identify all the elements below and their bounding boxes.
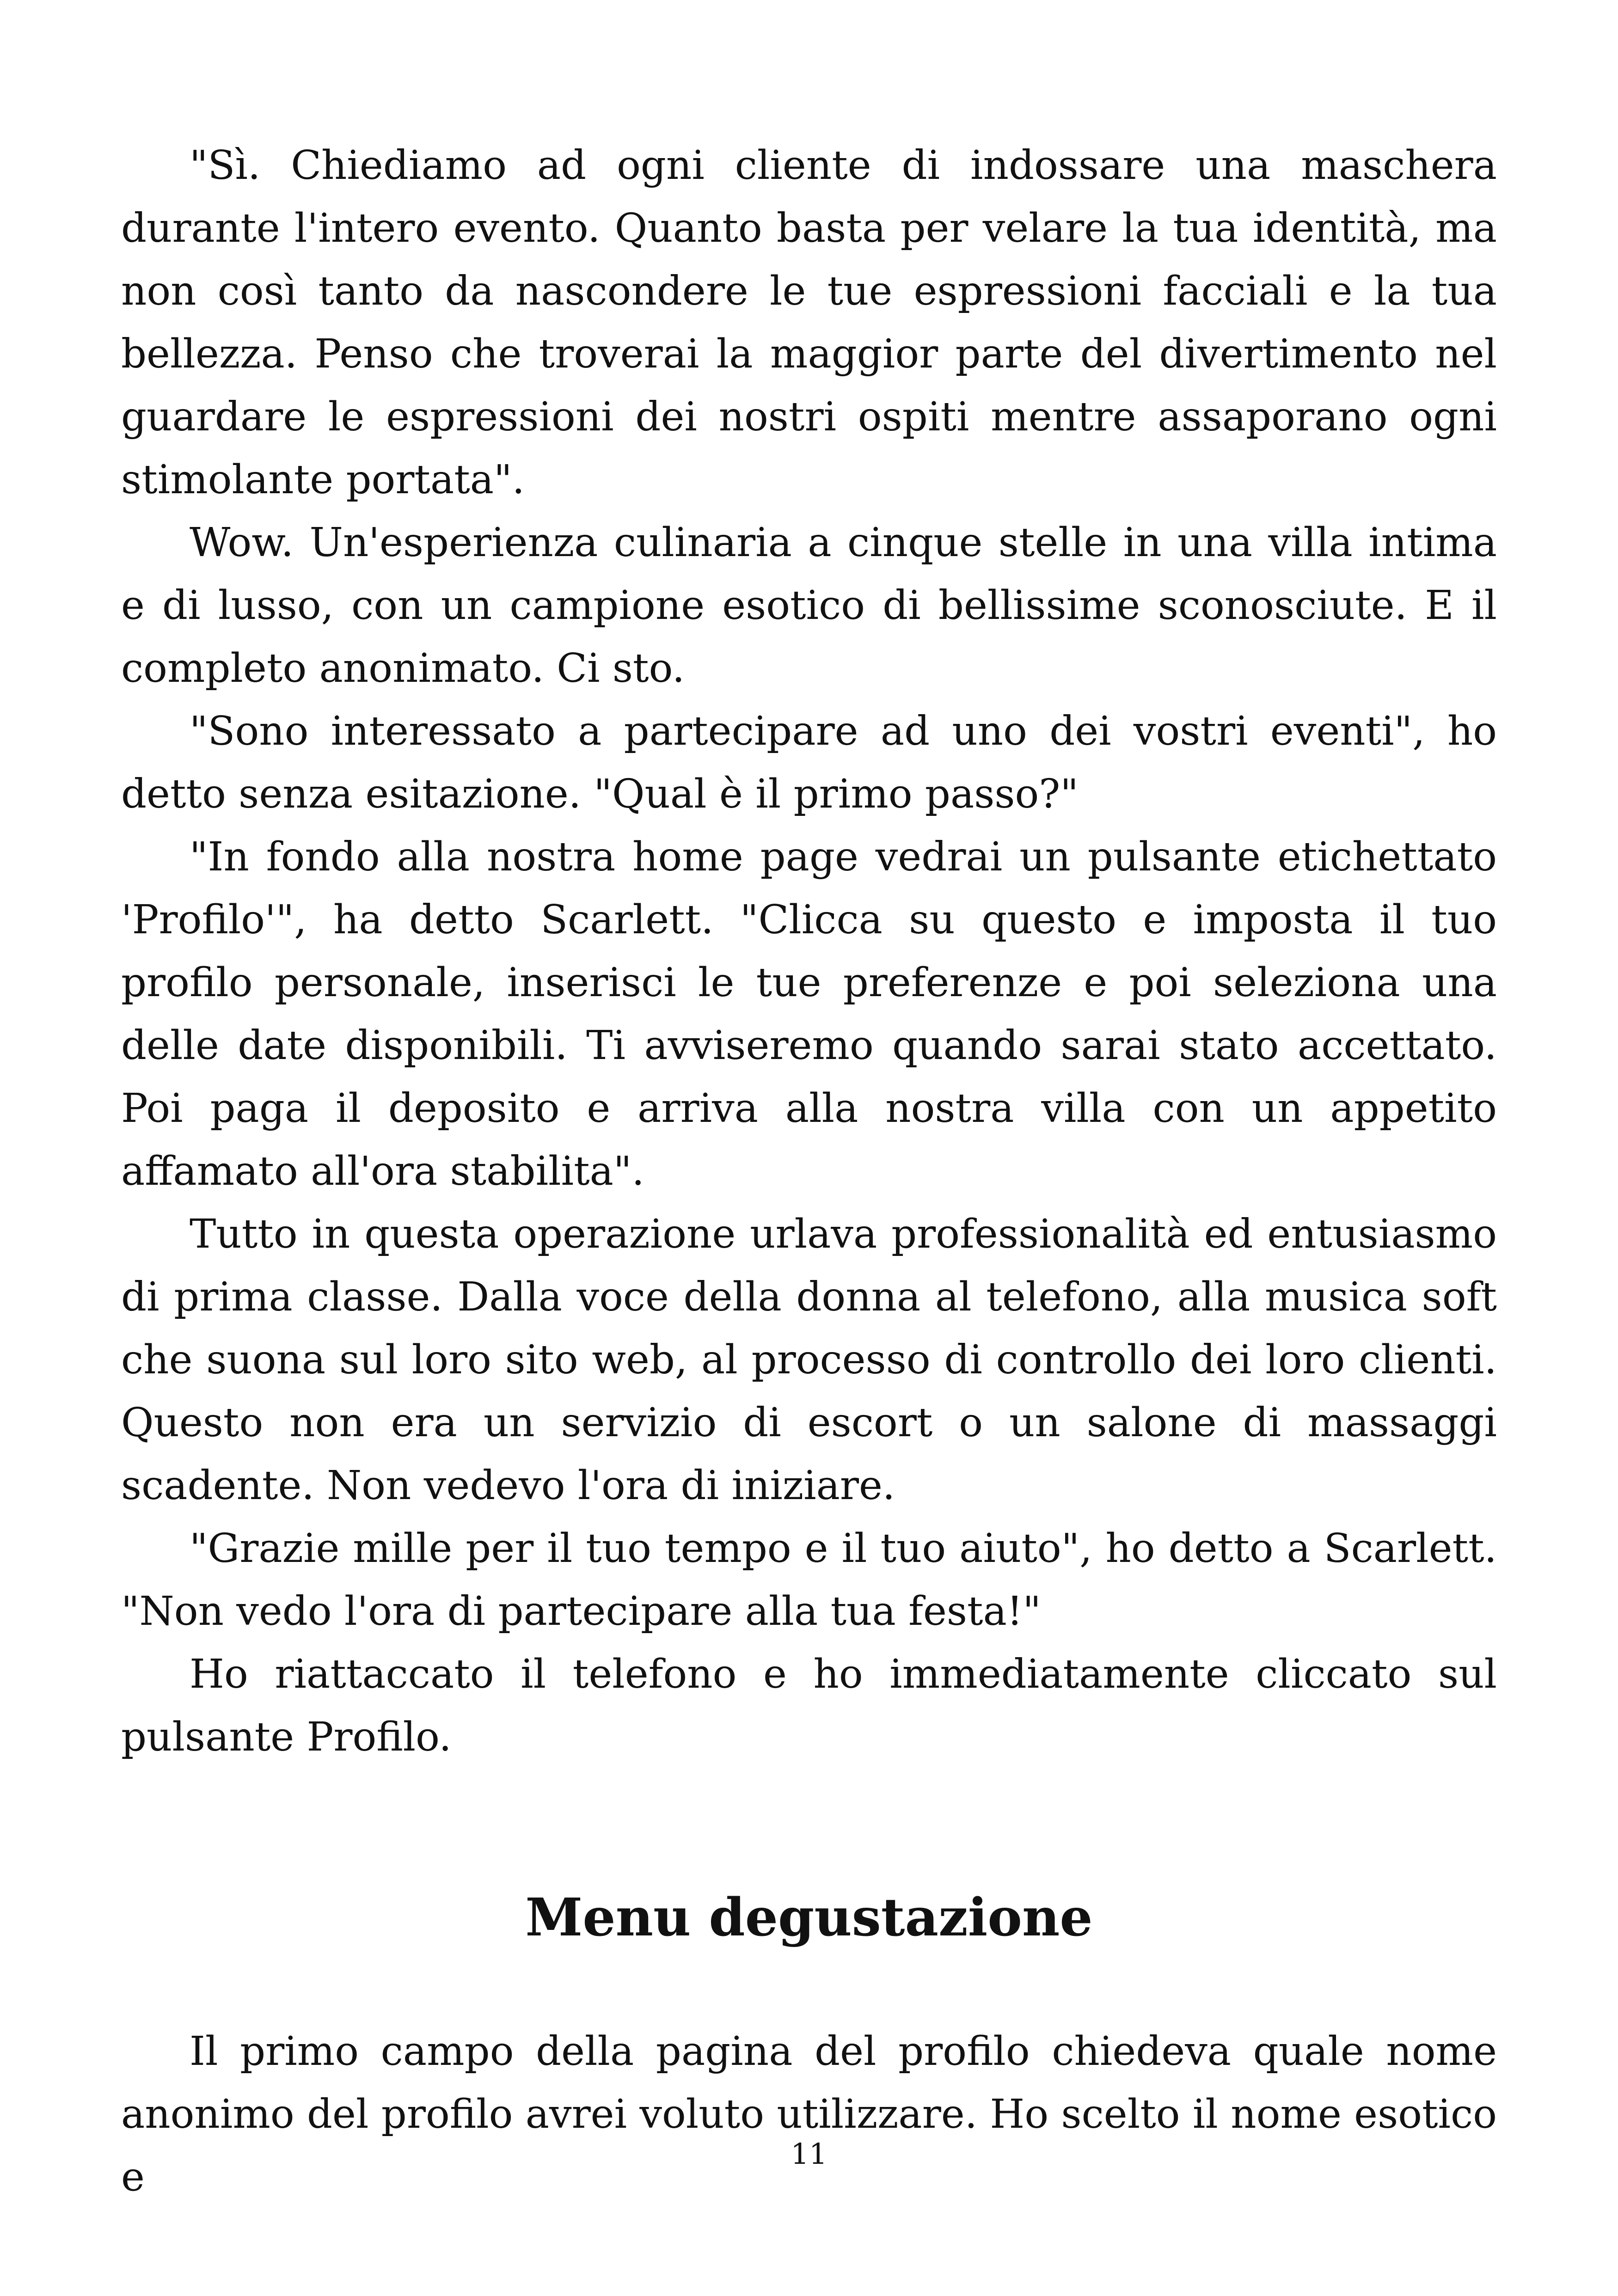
section-heading-text: Menu degustazione — [525, 1887, 1093, 1948]
paragraph-mask-explanation: "Sì. Chiediamo ad ogni cliente di indossare una maschera durante l'intero evento. Quanto basta per velare la tua identità, ma non così tanto da nascondere le tue espressioni facciali e la tua bellezza. Penso che troverai la maggior parte del divertimento nel guardare le espressioni dei nostri ospiti mentre assaporano ogni stimolante portata". — [121, 142, 1497, 503]
paragraph-profile-instructions: "In fondo alla nostra home page vedrai un pulsante etichettato 'Profilo'", ha detto Scarlett. "Clicca su questo e imposta il tuo profilo personale, inserisci le tue preferenze e poi seleziona una delle date disponibili. Ti avviseremo quando sarai stato accettato. Poi paga il deposito e arriva alla nostra villa con un appetito affamato all'ora stabilita". — [121, 834, 1497, 1194]
section-heading — [121, 1769, 1497, 2020]
paragraph-wow-reaction: Wow. Un'esperienza culinaria a cinque stelle in una villa intima e di lusso, con un campione esotico di bellissime sconosciute. E il completo anonimato. Ci sto. — [121, 520, 1497, 692]
paragraph-professionalism: Tutto in questa operazione urlava professionalità ed entusiasmo di prima classe. Dalla voce della donna al telefono, alla musica soft che suona sul loro sito web, al processo di controllo dei loro clienti. Questo non era un servizio di escort o un salone di massaggi scadente. Non vedevo l'ora di iniziare. — [121, 1211, 1497, 1509]
paragraph-thanks: "Grazie mille per il tuo tempo e il tuo aiuto", ho detto a Scarlett. "Non vedo l'ora di partecipare alla tua festa!" — [121, 1525, 1497, 1635]
paragraph-profile-name: Il primo campo della pagina del profilo chiedeva quale nome anonimo del profilo avrei voluto utilizzare. Ho scelto il nome esotico e — [121, 2028, 1497, 2200]
page-body — [121, 134, 1497, 2209]
page-number: 11 — [791, 2137, 827, 2171]
paragraph-interest: "Sono interessato a partecipare ad uno dei vostri eventi", ho detto senza esitazione. "Qual è il primo passo?" — [121, 708, 1497, 817]
paragraph-hang-up: Ho riattaccato il telefono e ho immediatamente cliccato sul pulsante Profilo. — [121, 1651, 1497, 1760]
